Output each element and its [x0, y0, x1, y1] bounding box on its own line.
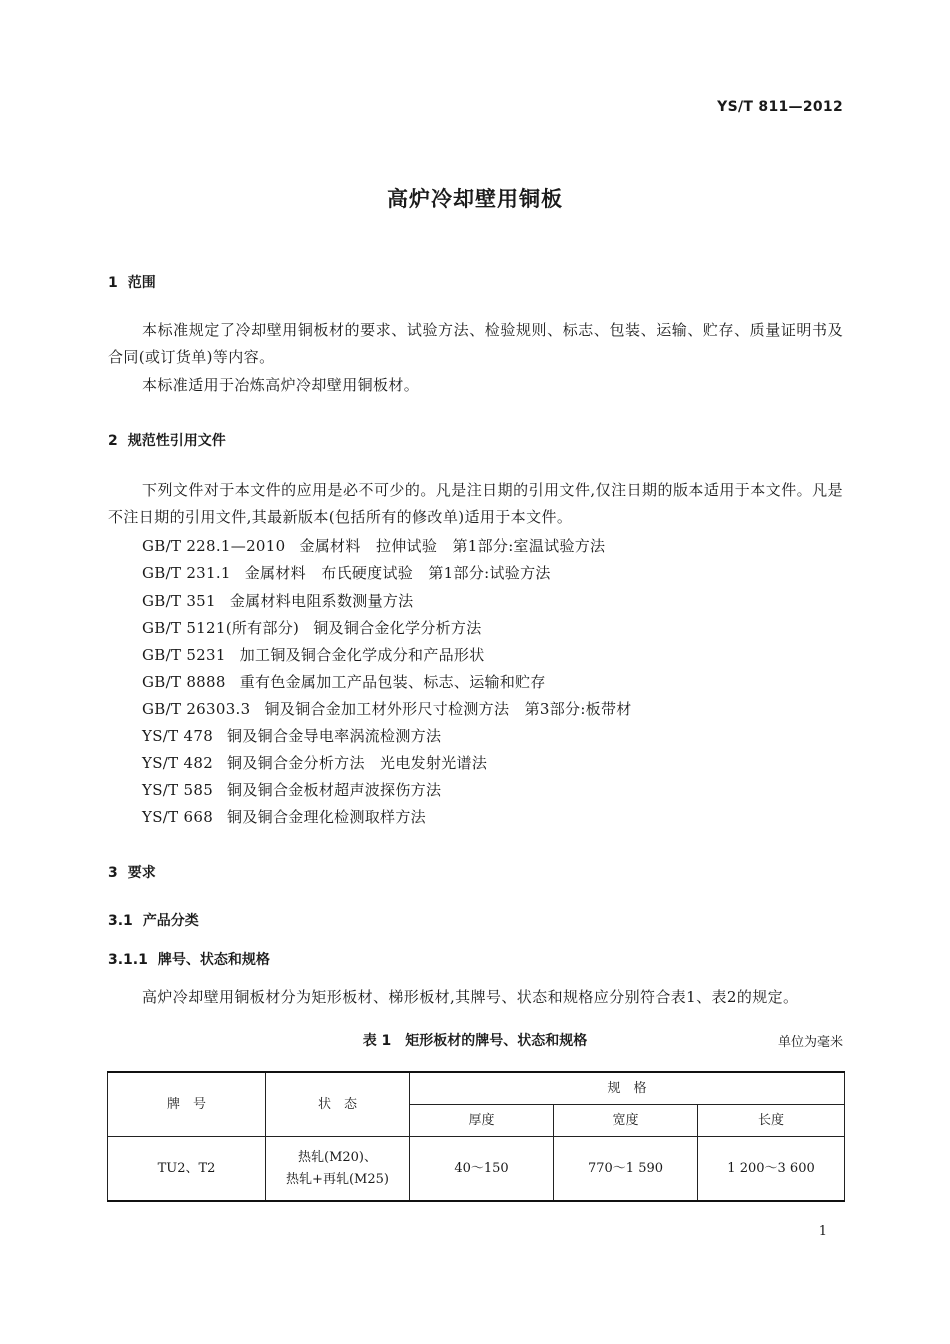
reference-item	[142, 752, 487, 773]
reference-title: 铜及铜合金导电率涡流检测方法	[227, 727, 442, 745]
cell-temper	[266, 1137, 410, 1202]
spec-table	[107, 1071, 845, 1202]
section-number: 1	[108, 275, 118, 291]
reference-code: YS/T 668	[142, 808, 214, 826]
section-number: 2	[108, 433, 118, 449]
header-spec: 规 格	[410, 1072, 845, 1105]
cell-thickness: 40～150	[410, 1137, 554, 1202]
reference-code: GB/T 231.1	[142, 564, 231, 582]
reference-item	[142, 562, 551, 583]
reference-item	[142, 590, 413, 611]
reference-title: 金属材料 布氏硬度试验 第1部分:试验方法	[244, 564, 551, 582]
reference-code: GB/T 228.1—2010	[142, 537, 286, 555]
reference-title: 重有色金属加工产品包装、标志、运输和贮存	[239, 673, 546, 691]
table-unit-note: 单位为毫米	[777, 1035, 843, 1050]
section-title: 规范性引用文件	[127, 433, 226, 449]
section-title: 产品分类	[142, 913, 199, 929]
section-number: 3	[108, 865, 118, 881]
section-2-paragraph-1: 下列文件对于本文件的应用是必不可少的。凡是注日期的引用文件,仅注日期的版本适用于本文件。凡是不注日期的引用文件,其最新版本(包括所有的修改单)适用于本文件。	[108, 481, 843, 526]
reference-title: 铜及铜合金板材超声波探伤方法	[227, 781, 442, 799]
reference-item	[142, 806, 426, 827]
cell-grade: TU2、T2	[108, 1137, 266, 1202]
reference-title: 铜及铜合金化学分析方法	[313, 619, 482, 637]
subsection-3-1-heading	[108, 910, 199, 930]
section-3-heading	[108, 862, 156, 882]
header-length: 长度	[698, 1105, 845, 1137]
reference-title: 加工铜及铜合金化学成分和产品形状	[239, 646, 485, 664]
reference-code: GB/T 8888	[142, 673, 226, 691]
section-1-heading	[108, 272, 156, 292]
document-title: 高炉冷却壁用铜板	[387, 187, 563, 211]
reference-item	[142, 535, 605, 556]
reference-title: 金属材料 拉伸试验 第1部分:室温试验方法	[299, 537, 606, 555]
header-grade: 牌 号	[108, 1072, 266, 1137]
reference-code: GB/T 26303.3	[142, 700, 251, 718]
reference-title: 铜及铜合金分析方法 光电发射光谱法	[227, 754, 488, 772]
standard-code: YS/T 811—2012	[717, 99, 843, 115]
cell-temper-line-2: 热轧+再轧(M25)	[286, 1171, 389, 1187]
section-2-heading	[108, 430, 226, 450]
section-title: 范围	[127, 275, 156, 291]
reference-item	[142, 698, 632, 719]
cell-length: 1 200～3 600	[698, 1137, 845, 1202]
reference-code: GB/T 5121(所有部分)	[142, 619, 300, 637]
reference-code: YS/T 482	[142, 754, 214, 772]
header-width: 宽度	[554, 1105, 698, 1137]
reference-code: YS/T 585	[142, 781, 214, 799]
section-title: 要求	[127, 865, 156, 881]
reference-title: 铜及铜合金加工材外形尺寸检测方法 第3部分:板带材	[264, 700, 632, 718]
section-3-paragraph-1: 高炉冷却壁用铜板材分为矩形板材、梯形板材,其牌号、状态和规格应分别符合表1、表2的规定。	[142, 988, 799, 1006]
table-row	[108, 1137, 845, 1202]
section-title: 牌号、状态和规格	[157, 952, 270, 968]
reference-item	[142, 671, 546, 692]
reference-item	[142, 725, 441, 746]
header-temper: 状 态	[266, 1072, 410, 1137]
section-1-paragraph-2: 本标准适用于冶炼高炉冷却壁用铜板材。	[142, 376, 420, 394]
page-number: 1	[818, 1224, 827, 1239]
reference-code: GB/T 351	[142, 592, 216, 610]
reference-item	[142, 617, 482, 638]
cell-temper-line-1: 热轧(M20)、	[298, 1149, 377, 1165]
reference-code: GB/T 5231	[142, 646, 226, 664]
reference-title: 金属材料电阻系数测量方法	[229, 592, 414, 610]
subsection-3-1-1-heading	[108, 949, 270, 969]
header-thickness: 厚度	[410, 1105, 554, 1137]
reference-code: YS/T 478	[142, 727, 214, 745]
section-number: 3.1.1	[108, 952, 148, 968]
section-1-paragraph-1: 本标准规定了冷却壁用铜板材的要求、试验方法、检验规则、标志、包装、运输、贮存、质量证明书及合同(或订货单)等内容。	[108, 321, 843, 366]
reference-item	[142, 644, 485, 665]
cell-width: 770～1 590	[554, 1137, 698, 1202]
section-number: 3.1	[108, 913, 133, 929]
reference-item	[142, 779, 441, 800]
reference-title: 铜及铜合金理化检测取样方法	[227, 808, 426, 826]
table-caption: 表 1 矩形板材的牌号、状态和规格	[362, 1033, 588, 1049]
